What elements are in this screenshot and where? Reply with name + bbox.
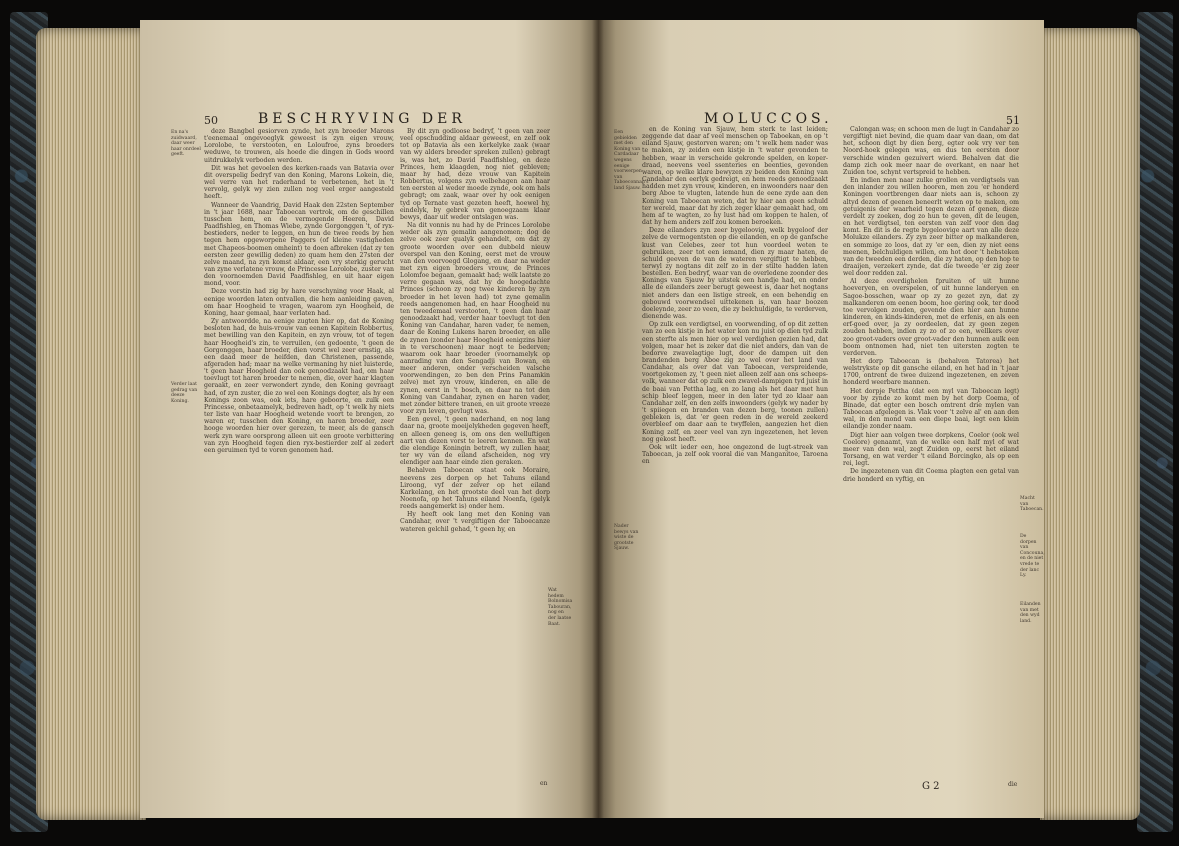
margin-note: Nader bewys van wiste de grootste Sjauw. (614, 524, 639, 552)
paragraph: Al deze overdighelen fpruiten of uit hunne hoeveryen, en overspelen, of uit hunne landeryen en Sagoe-bosschen, waar op zy zo gezet zyn, dat zy malkanderen om eenen boom, hoe gering ook, ter dood toe vervolgen zouden, gevende dien hier aan hunne kinderen, en kinds-kinderen, met de erfenis, en als een erf-goed over, ja zy oordeelen, dat zy geen zegen zouden hebben, indien zy zo of zo een, wellkers over zoo groot-vaders over groot-vader den hunnen aulk een boom ontnomen had, niet ten uitersten zogten te verderven. (843, 278, 1019, 357)
paragraph: De ingezetenen van dit Coema plagten een getal van drie honderd en vyftig, en (843, 468, 1019, 483)
paragraph: Digt hier aan volgen twee dorpkens, Coelor (ook wel Coelore) genaamt, van de welke een half myl of wat meer van den wal, zegt Zuiden op, eerst het eiland Torsang, en wat verder 't eiland Borcingko, als op een rei, legt. (843, 431, 1019, 468)
paragraph: Behalven Taboecan staat ook Moraire, neevens zes dorpen op het Tahuns eiland Liroong, vyf der zelver op het eiland Karkelang, en het grootste deel van het dorp Noenofa, op het Tahuns eiland Noenfa, (gelyk reeds aangemerkt is) onder hem. (400, 467, 550, 511)
left-page-block (36, 28, 146, 820)
right-marbled-cover (1137, 12, 1173, 832)
paragraph: deze Bangbel gesiorven zynde, het zyn broeder Marons t'eenemaal ongevoeglyk geweest is zyn eigen vrouw, Lorolobe, te verstooten, en Loloufroe, zyns broeders weduwe, te trouwen, als hoede die dingen in Gods woord uitdrukkelyk verboden werden. (204, 128, 394, 164)
paragraph: Op zulk een verdigtsel, en voorwending, of op dit zetten van zo een kistje in het water kon nu juist op dien tyd zulk een sterfte als men hier op wel verdighen gezien had, dat volgen, maar het is zeker dat die niet anders, dan van de bedorve zwavelagtige lugt, door de dampen uit den brandenden berg Aboe zig zo wel over het land van Candahar, als over dat van Taboecan, verspreidende, voortgekomen zy, 't geen niet alleen zelf aan ons scheeps-volk, wanneer dat op zulk een zwavel-dampigen tyd juist in de baai van Pettha lag, en zo lang als het daar met hun schip bleef leggen, meer in den later tyd zo klaar aan Candahar zelf, en den zelfs inwoonders (gelyk wy nader by 't spiiegen en branden van dezen berg, toonen zullen) gebleken is, dat 'er geen reden in de wereld zeekerd overbleef om daar aan te twyffelen, aangezien het dien Koning zelf, en zeer veel van zyn ingezetenen, het leven nog gekost heeft. (642, 321, 828, 443)
paragraph: Na dit vonnis nu had hy de Princes Lorolobe weder als zyn gemalin aangenomen; dog de zelve ook zeer qualyk gehandelt, om dat zy groote woorden over een dubbeld nieuw overspel van den Koning, eerst met de vrouw van den voorvoegd Glogang, en daar na weder met zyn eigen broeders vrouw, de Princes Lolomfoe begaan, gemaakt had; welk laatste zo verre gegaan was, dat hy de hoogedachte Princes (schoon zy nog twee kinderen by zyn broeder in het leven had) tot zyne gemalin reeds aangenomen had, en haar Hoogheid nu ten tweedemaal verstooten, 't geen dan haar genoodzaakt had, verder haar toevlugt tot den Koning van Candahar, haren vader, te nemen, daar de Koning Lukens haren broeder, en alle de zynen (zonder haar Hoogheid eenigzins hier in te verschoonen) maar nogt te bederven; waarom ook haar broeder (voornamelyk op aanrading van den Sengadji van Bowan, en meer anderen, onder verscheiden valsche voorwendingen, zo ben den Prins Panamkin zelve) met zyn vrouw, kinderen, en alle de zynen, eerst in 't bosch, en daar na tot den Koning van Candahar, zynen en haren vader, met zonder bittere tranen, en uit groote vreeze voor zyn leven, gevlugt was. (400, 222, 550, 416)
paragraph: Calongan was; en schoon men de lugt in Candahar zo vergiftigt niet bevind, die quam daar van daan, om dat het, schoon digt by dien berg, egter ook vry ver ten Noord-hoek gelegen was, en dus ten eersten door verschide winden gezuivert wierd. Behalven dat die damp zich ook meer naar de overkant, en naar het Zuiden toe, schynt vertspreid te hebben. (843, 126, 1019, 176)
paragraph: Deze eilanders zyn zeer bygeloovig, welk bygeloof der zelve de vermogentsten op die eilanden, en op de ganfsche kust van Celebes, zeer tot hun voordeel weten te gebruiken, zeer tot een iemand, dien zy maar haten, de schuld geeven de van de wateren vergiftigt te hebben, terwyl zy nogtans dit zelf zo in der stilte hadden laten bestellen. Een bedryf, waar van de overledene zoonder des Konings van Sjauw by uitstek een handje had, en onder alle de eilanders zeer berugt geweest is, daar het nogtans niet anders dan een listige streek, en een behendig en gebouwd voorwendsel uittekenen is, van haar boozen doeleynde, zeer zo veen, die zy belchuldigde, te verderven, dienende was. (642, 227, 828, 321)
paragraph: En indien men naar zulke grollen en verdigtsels van den inlander zou willen hooren, men zou 'er honderd Koningen voortbrengen daar niets aan is, schoon zy altyd dezen of geenen beneerlt weten op te maken, om getuigenis der waarheid tegen dezen of genen, dieze verdelt zy zoeken, dog zo hun te geven, dit de leugen, en het verdigtsel, ten eersten van zelf voor den dag komt. En dit is de regte bygeloovige aart van alle deze Molukze eilanders. Zy zyn zeer bitter op malkanderen, en sommige zo loos, dat zy 'er een, dien zy niet eens meenen, belchuldigen willen, om hot door 't hebsteken van de tweeden een derden, die zy haten, op den hop te draaijen, verzekert zynde, dat die tweede 'er zig zeer wel door redden zal. (843, 177, 1019, 278)
paragraph: Een gevel, 't geen naderhand, en nog lang daar na, groote moeijelykheden gegeven heeft, en alleen geneeg is, om ons den welluftigen aart van dezen vorst te leeren kennen. En wat die elendige Koningin betreft, wy zullen haar, ter wy van de eiland afscheiden, nog vry elendiger aan haar einde zien geraken. (400, 416, 550, 467)
margin-note: Verder laat gedrag van deeze Koning. (171, 382, 198, 404)
paragraph: Het dorpje Pettha (dat een myl van Taboecan legt) voor by zynde zo komt men by het dorp Coema, of Binade, dat egter een bosch omtrent drie mylen van Taboecan afgelegen is. Vlak voor 't zelve al' en aan den wal, in den mond van een diepe baai, legt een klein eilandje zonder naam. (843, 387, 1019, 431)
signature-mark: G 2 (922, 781, 940, 792)
page-number-left: 50 (204, 114, 218, 127)
margin-note: Wat hedem Bolnomisa Tabouran, nog en der laatse Baat. (548, 588, 573, 627)
paragraph: Ook wilt ieder een, hoe ongezond de lugt-streek van Taboecan, ja zelf ook vooral die van Manganitoe, Taroena en (642, 443, 828, 466)
page-number-right: 51 (1006, 114, 1020, 127)
paragraph: Het dorp Taboecan is (behalven Tatorea) het welstrykste op dit gansche eiland, en het had in 't jaar 1700, ontrent de twee duizend ingezetenen, en zeven honderd weerbare mannen. (843, 358, 1019, 387)
paragraph: Deze vorstin had zig by hare verschyning voor Haak, al eenige woorden laten ontvallen, die hem aanleiding gaven, om haar Hoogheid te vragen, waarom zyn Hoogheid, de Koning, haar gemaal, haar verlaten had. (204, 288, 394, 317)
left-page-column-1 (204, 128, 394, 778)
right-page-column-2 (843, 126, 1019, 786)
book-gutter (592, 20, 604, 818)
paragraph: en de Koning van Sjauw, hem sterk te last leiden; zeggende dat daar af veel menschen op Taboekan, en op 't eiland Sjauw, gestorven waren; om 't welk hem nader was te maken, zy zeiden een kistje in 't water gevonden te hebben, waar in verscheide gekronde spelden, en koper-draad, neevens veel ssenteries en beenties, gevonden waren, op welke klare bewyzen zy beiden den Koning van Candahar den eerlyk gedreigt, en hem reeds genoodzaakt hadden met zyn vrouw, kinderen, en inwoonders naar den berg Aboe te vlugten, latende hun de eene zyde aan den Koning van Taboecan weten, dat hy hier aan geen schuld ter wereld, maar dat hy zich zeger klaar gemaakt had, om hem af te wagten, zo hy lust had om koppen te halen, of dat hy hem anders zelf zou komen beroeken. (642, 126, 828, 227)
paragraph: Zy antwoordde, na eenige zugten hier op, dat de Koning besloten had, de huis-vrouw van eenen Kapitein Robbertus, met bewilling van den Kapitein, en zyn vrouw, tot of tegen haar Hoogheid's zin, te verruilen, (en gedoente, 't geen de Gorgonggen, haar broeder, dien vorst wel zeer ernstig, als een daad meer de heifden, dan Christenen, passende, afgeraden had; maar na welke vermaning hy niet luisterde, 't geen haar Hoogheid dan ook genoodzaakt had, om haar toevlugt tot haren broeder te nemen, die, over haar klagten geraakt, en zeer verwondert zynde, den Koning gevraagt had, of zyn zuster, die zo wel een Konings dogter, als hy een Konings zoon was, ook iets, hare geboorte, en zulk een Princesse, onbetaamelyk, bedreven hadt, op 't welk hy niets ter liste van haar Hoogheid wetende voort te brengen, zo waren er, tusschen den Koning, en haren broeder, zeer hooge woorden hier over gerezen, te meer, als de gansch werk zyn ware oorsprong alleen uit een groote verbittering van zyn Hoogheid tegen dien ryx-bestierder zelf al zedert een geruimen tyd te voren genomen had. (204, 318, 394, 454)
margin-note: Macht van Taboecan. (1020, 496, 1044, 513)
paragraph: By dit zyn godloose bedryf, 't geen van zeer veel opschudding aldaar geweest, en zelf ook tot op Batavia als een kerkelyke zaak (waar van wy alders breeder spreken zullen) gebragt is, was het, zo David Paadfishleg, en deze Princes, hem klaagden, nog niet gebleven; maar hy had, deze vrouw van Kapitein Robbertus, volgens zyn welbehagen aan haar ten eersten al weder moede zynde, ook om hals gebragt; om zaak, waar over hy ook eenigen tyd op Ternate vast gezeten heeft, hoewel hy, eindelyk, by gebrek van genoegzaam klaar bewys, daar uit weder ontslagen was. (400, 128, 550, 221)
catchword-left: en (540, 780, 548, 787)
left-page-column-2 (400, 128, 550, 778)
paragraph: Wanneer de Vaandrig, David Haak den 22sten September in 't jaar 1688, naar Taboecan vertrok, om de geschillen tusschen hem, en de vermogende Heeren, David Paadfishleg, en Thomas Wiebe, zynde Gorgonggen 't, of ryx-bestieders, neder te leggen, en hun de twee reeds by hen tegen hem opgeworpene Paggers (of kleine vastigheden met Chapeos-boomen omheint) te doen afbreken (dat zy ten eersten zeer gewillig deden) zo quam hem den 27sten der zelve maand, na zyn komst aldaar, een vry sterkig gerucht van zyne verlatene vrouw, de Princesse Lorolobe, zuster van den voornoemden David Paadfishleg, en uit haar eigen mond, voor. (204, 201, 394, 288)
right-page-block (1040, 28, 1140, 820)
catchword-right: die (1008, 781, 1018, 788)
running-head-right: MOLUCCOS. (704, 111, 833, 127)
running-head-left: BESCHRYVING DER (258, 111, 466, 127)
margin-note: Een gebielden met den Koning van Cardadaar wegens eenige voorwerpen van Taboeconnan's land Sjauw. (614, 130, 649, 191)
paragraph: Hy heeft ook lang met den Koning van Candahar, over 't vergiftigen der Taboecanze wateren gelchil gehad, 't geen hy, en (400, 511, 550, 533)
margin-note: Eilanden van met den wyd land. (1020, 602, 1041, 624)
paragraph: Dit was het gevoelen des kerken-raads van Batavia over dit overspelig bedryf van den Koning, Marons Lokein, die, wel verre van het raderhand te verbetenen, het in 't vervolg, gelyk wy zien zullen nog veel erger aangesteld heeft. (204, 164, 394, 201)
right-page-column-1 (642, 126, 828, 786)
margin-note: En na's zuidwaard, daar weer haar onrdeel geeft. (171, 130, 201, 158)
margin-note: De dorpen van Concouna, en de niet vrede te der lanc Ly. (1020, 534, 1045, 579)
